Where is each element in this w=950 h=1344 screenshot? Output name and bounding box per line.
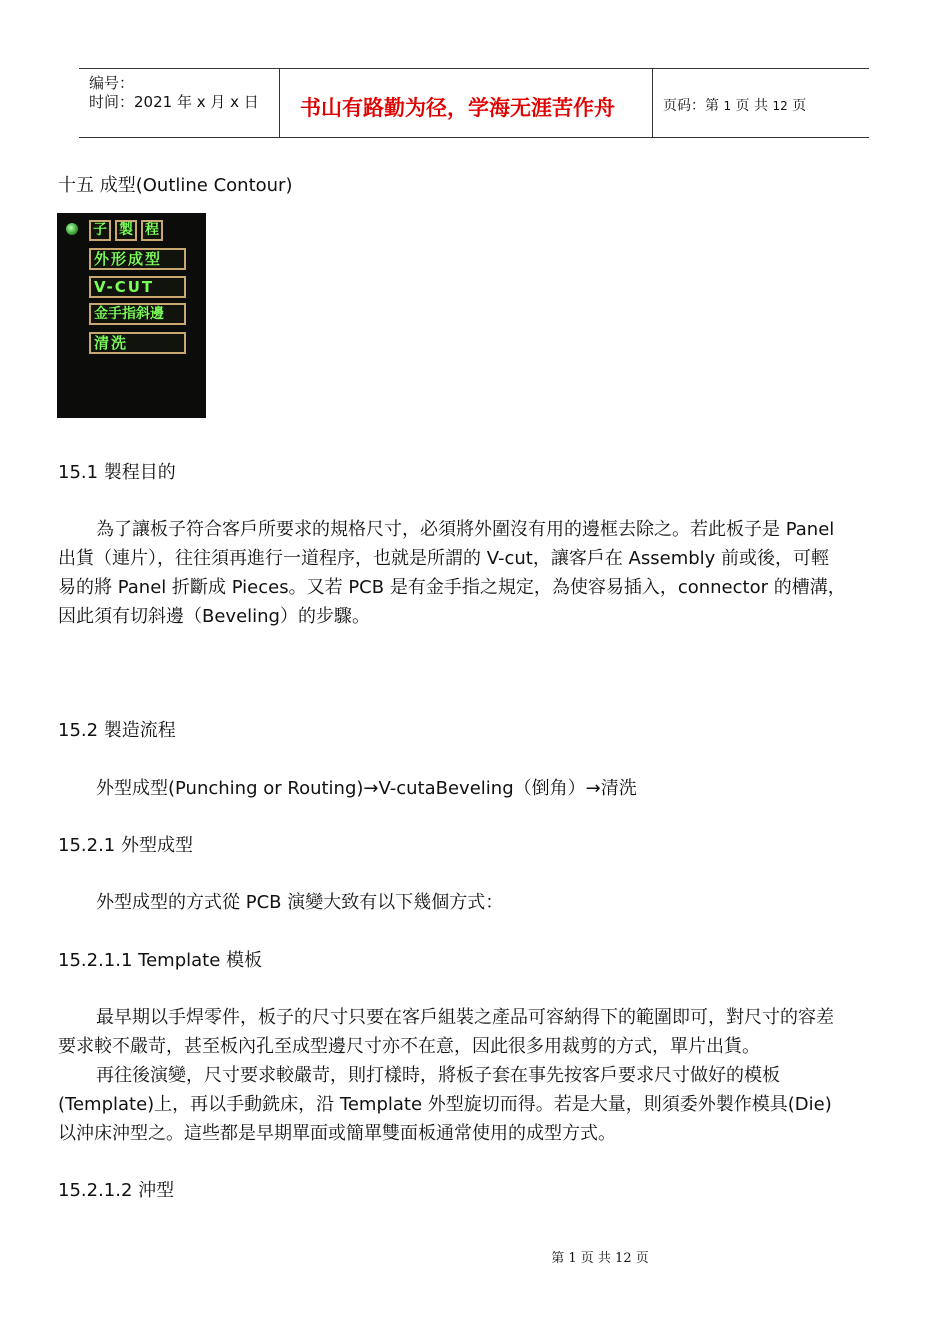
header-page-number: 页码：第 1 页 共 12 页 (663, 98, 807, 114)
document-time: 时间：2021 年 x 月 x 日 (89, 93, 259, 111)
text-line: 出貨（連片），往往須再進行一道程序，也就是所謂的 V-cut，讓客戶在 Assembly 前或後，可輕 (58, 548, 830, 569)
outline-methods-intro: 外型成型的方式從 PCB 演變大致有以下幾個方式： (96, 892, 504, 913)
paragraph-template (58, 1003, 884, 1148)
menu-title-char: 程 (141, 220, 163, 241)
menu-item-beveling: 金手指斜邊 (89, 303, 186, 325)
process-flow-text: 外型成型(Punching or Routing)→V-cutaBeveling（倒角）→清洗 (96, 778, 637, 799)
header-left-cell (79, 69, 280, 137)
footer-page-number: 第 1 页 共 12 页 (551, 1251, 649, 1266)
text-line: (Template)上，再以手動銑床，沿 Template 外型旋切而得。若是大量，則須委外製作模具(Die) (58, 1094, 832, 1115)
header-motto: 书山有路勤为径，学海无涯苦作舟 (300, 96, 615, 120)
menu-item-outline-routing: 外形成型 (89, 248, 186, 270)
section-title-15-2-1-2: 15.2.1.2 沖型 (58, 1180, 175, 1201)
section-title-15-1: 15.1 製程目的 (58, 462, 176, 483)
text-line: 易的將 Panel 折斷成 Pieces。又若 PCB 是有金手指之規定，為使容易插入，connector 的槽溝， (58, 577, 846, 598)
menu-item-vcut: V-CUT (89, 276, 186, 298)
chapter-title: 十五 成型(Outline Contour) (58, 175, 293, 196)
header-right-cell (653, 69, 869, 137)
document-number: 编号： (89, 74, 135, 92)
text-line: 要求較不嚴苛，甚至板內孔至成型邊尺寸亦不在意，因此很多用裁剪的方式，單片出貨。 (58, 1036, 760, 1057)
paragraph-purpose (58, 515, 884, 631)
text-line: 因此須有切斜邊（Beveling）的步驟。 (58, 606, 370, 627)
text-line: 再往後演變，尺寸要求較嚴苛，則打樣時，將板子套在事先按客戶要求尺寸做好的模板 (96, 1065, 780, 1086)
status-led-icon (66, 223, 78, 235)
menu-title-char: 製 (115, 220, 137, 241)
section-title-15-2: 15.2 製造流程 (58, 720, 176, 741)
page-footer (0, 1247, 950, 1266)
process-menu-image (57, 213, 206, 418)
text-line: 以沖床沖型之。這些都是早期單面或簡單雙面板通常使用的成型方式。 (58, 1123, 616, 1144)
menu-title-char: 子 (89, 220, 111, 241)
text-line: 最早期以手焊零件，板子的尺寸只要在客戶組裝之產品可容納得下的範圍即可，對尺寸的容差 (96, 1007, 834, 1028)
section-title-15-2-1: 15.2.1 外型成型 (58, 835, 193, 856)
menu-item-cleaning: 清洗 (89, 332, 186, 354)
header-center-cell (280, 69, 653, 137)
page-header (79, 68, 869, 138)
section-title-15-2-1-1: 15.2.1.1 Template 模板 (58, 950, 263, 971)
text-line: 為了讓板子符合客戶所要求的規格尺寸，必須將外圍沒有用的邊框去除之。若此板子是 Panel (96, 519, 835, 540)
